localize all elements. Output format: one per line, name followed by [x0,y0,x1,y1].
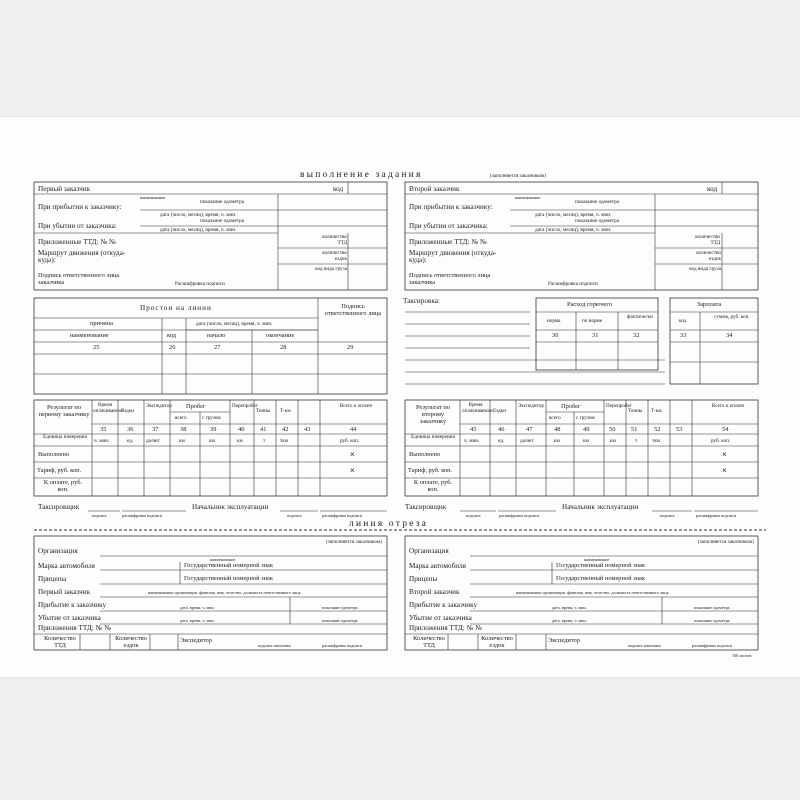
left-taxer-label: Таксировщик [38,503,80,511]
downtime-title: Простои на линии [140,304,212,312]
second-arrival-label: При прибытии к заказчику: [409,203,493,211]
right-results-mileage-label: Пробег [561,403,581,410]
downtime-reason-label: причина [90,320,113,327]
form-title-note: (заполняется заказчиком) [490,173,546,179]
right-chief-decode-hint: расшифровка подписи [696,513,736,518]
right-coupon-departure-odo-hint: показание одометра [694,618,730,623]
right-results-forwarder-label: Экспедитор [518,403,544,409]
left-results-tkm-label: Т-км [280,408,291,414]
first-customer-label: Первый заказчик [38,185,91,193]
right-unit-rub: руб. коп. [711,438,731,444]
first-departure-odometer-hint: показание одометра [200,218,245,224]
left-coupon-departure-odo-hint: показание одометра [322,618,358,623]
right-coupon-forwarder-label: Экспедитор [548,637,580,644]
form-title: выполнение задания [300,170,423,180]
right-tariff-label: Тариф, руб. коп. [408,467,453,474]
first-arrival-label: При прибытии к заказчику: [38,203,122,211]
salary-title: Зарплата [697,301,722,308]
left-taxer-decode-hint: расшифровка подписи [122,513,162,518]
right-coupon-decode-hint: расшифровка подписи [692,643,732,648]
first-customer-code-label: код [333,185,344,193]
right-unit-tonnes: т [635,438,638,444]
first-rides-count-label: количество ездок [322,250,347,262]
first-route-label: Маршрут движения (откуда-куда): [38,249,126,264]
left-num-40: 40 [238,426,245,433]
left-coupon-customer-hint: наименование организации, фамилия, имя, отчество, должность ответственного лица [148,590,301,595]
left-payable-label: К оплате, руб. коп. [43,479,83,493]
right-results-total-label: всего [549,415,561,421]
right-unit-time: ч. мин. [464,438,480,444]
right-coupon-arrival-odo-hint: показание одометра [694,605,730,610]
right-num-49: 49 [583,426,590,433]
right-coupon-attached-label: Приложения ТТД: № № [409,624,483,632]
right-results-transmileage-label: Перепробег [606,403,632,409]
salary-col-34: 34 [726,332,733,339]
first-odometer-hint: показание одометра [200,199,245,205]
right-unit-label: Единица измерения [411,434,455,440]
right-coupon-note: (заполняется заказчиком) [698,539,754,545]
left-done-label: Выполнено [38,451,70,458]
left-unit-label: Единица измерения [43,434,87,440]
second-signature-label: Подпись ответственного лица заказчика [409,272,491,286]
right-coupon-naimenovanie-hint: наименование [584,557,610,562]
right-coupon-customer-hint: наименование организации, фамилия, имя, отчество, должность ответственного лица [516,590,669,595]
left-coupon-decode-hint: расшифровка подписи [322,643,362,648]
left-unit-tonnes: т [263,438,266,444]
left-unit-forwarder: да/нет [146,438,160,444]
first-departure-label: При убытии от заказчика: [38,222,117,230]
fuel-actual-label: фактически [627,314,653,320]
second-departure-label: При убытии от заказчика: [409,222,488,230]
left-results-with-cargo-label: с грузом [202,415,221,421]
left-coupon-departure-label: Убытие от заказчика [38,614,101,622]
left-done-cross: × [350,450,355,459]
right-tariff-cross: × [722,466,727,475]
left-unit-total: км [179,438,185,444]
fuel-title: Расход горючего [567,301,613,308]
left-coupon-arrival-odo-hint: показание одометра [322,605,358,610]
right-num-50: 50 [609,426,616,433]
left-coupon-customer-label: Первый заказчик [38,588,91,596]
right-chief-label: Начальник эксплуатации [562,503,639,511]
right-results-header: Результат по второму заказчику [415,404,451,425]
salary-col-33: 33 [680,332,687,339]
first-departure-datetime-hint: дата (число, месяц), время, ч. мин. [160,227,237,233]
right-unit-forwarder: да/нет [520,438,534,444]
left-results-mileage-label: Пробег [186,403,206,410]
left-results-header: Результат по первому заказчику [38,404,90,418]
left-unit-time: ч. мин. [94,438,110,444]
left-unit-tkm: ткм [280,438,289,444]
first-cargo-code-label: код вида груза [315,266,347,272]
left-coupon-org-label: Организация [38,547,78,555]
right-coupon-arrival-label: Прибытие к заказчику [409,601,478,609]
left-results-transmileage-label: Перепробег [232,403,258,409]
left-unit-rides: ед. [127,438,134,444]
fuel-col-31: 31 [592,332,599,339]
downtime-datetime-label: дата (число, месяц), время, ч. мин. [196,321,273,327]
first-attached-ttd-label: Приложенные ТТД: № № [38,238,116,246]
left-coupon-car-label: Марка автомобиля [38,562,95,570]
second-cargo-code-label: код вида груза [689,266,721,272]
downtime-name-label: наименование [70,332,109,339]
left-taxer-sig-hint: подпись [92,513,107,518]
right-coupon-arrival-dt-hint: дата, время, ч. мин. [552,605,587,610]
downtime-col-27: 27 [214,344,221,351]
downtime-col-28: 28 [280,344,287,351]
cut-line-title: линия отреза [345,519,432,529]
downtime-col-26: 26 [169,344,176,351]
left-coupon-ttd-count-label: Количество ТТД [44,635,76,649]
second-departure-odometer-hint: показание одометра [575,218,620,224]
right-taxer-sig-hint: подпись [466,513,481,518]
left-num-37: 37 [152,426,159,433]
second-sig-decode-label: Расшифровка подписи [548,281,598,287]
right-coupon-org-label: Организация [409,547,449,555]
right-num-45: 45 [470,426,477,433]
right-coupon-rides-label: Количество ездок [481,635,513,649]
left-results-rides-label: Ездки [121,408,135,414]
first-sig-decode-label: Расшифровка подписи [175,281,225,287]
left-unit-rub: руб. коп. [340,438,360,444]
left-num-44: 44 [350,426,357,433]
downtime-signature-label: Подпись ответственного лица [324,303,382,317]
left-unit-transmileage: км [237,438,243,444]
left-coupon-plate-label: Государственный номерной знак [184,562,273,569]
right-unit-transmileage: км [610,438,616,444]
right-results-tonnes-label: Тонны [628,408,643,414]
right-chief-sig-hint: подпись [660,513,675,518]
right-unit-rides: ед. [498,438,505,444]
left-num-36: 36 [127,426,134,433]
right-results-topay-label: Всего к оплате [711,403,745,409]
right-taxer-decode-hint: расшифровка подписи [499,513,539,518]
right-num-47: 47 [526,426,533,433]
right-num-51: 51 [631,426,638,433]
left-num-43: 43 [304,426,311,433]
right-coupon-plate-label: Государственный номерной знак [556,562,645,569]
left-chief-decode-hint: расшифровка подписи [322,513,362,518]
left-tariff-cross: × [350,466,355,475]
left-coupon-trailers-label: Прицепы [38,575,67,583]
sheet-count-footnote: 100 листов [732,653,752,658]
right-done-label: Выполнено [409,451,441,458]
right-results-tkm-label: Т-км [651,408,662,414]
left-unit-cargo: км [209,438,215,444]
left-chief-label: Начальник эксплуатации [192,503,269,511]
left-coupon-sig-hint: подпись заказчика [258,643,291,648]
downtime-code-label: код [167,332,177,339]
left-coupon-note: (заполняется заказчиком) [326,539,382,545]
second-arrival-datetime-hint: дата (число, месяц), время, ч. мин. [535,212,612,218]
left-coupon-departure-dt-hint: дата, время, ч. мин. [180,618,215,623]
right-taxer-label: Таксировщик [405,503,447,511]
right-num-53: 53 [676,426,683,433]
downtime-end-label: окончание [266,332,295,339]
right-coupon-sig-hint: подпись заказчика [628,643,661,648]
left-coupon-forwarder-label: Экспедитор [180,637,212,644]
first-arrival-datetime-hint: дата (число, месяц), время, ч. мин. [160,212,237,218]
left-results-forwarder-label: Экспедитор [146,403,172,409]
left-tariff-label: Тариф, руб. коп. [37,467,82,474]
downtime-start-label: начало [207,332,226,339]
right-num-48: 48 [554,426,561,433]
right-results-time-label: Время оплачиваемое [462,402,493,414]
right-coupon-trailers-label: Прицепы [409,575,438,583]
left-results-tonnes-label: Тонны [256,408,271,414]
right-unit-total: км [554,438,560,444]
right-coupon-plate2-label: Государственный номерной знак [556,575,645,582]
right-coupon-departure-label: Убытие от заказчика [409,614,472,622]
second-odometer-hint: показание одометра [575,199,620,205]
left-coupon-rides-label: Количество ездок [115,635,147,649]
downtime-col-29: 29 [347,344,354,351]
left-coupon-arrival-label: Прибытие к заказчику [38,601,107,609]
left-coupon-naimenovanie-hint: наименование [210,557,236,562]
first-signature-label: Подпись ответственного лица заказчика [38,272,120,286]
left-num-35: 35 [100,426,107,433]
right-coupon-car-label: Марка автомобиля [409,562,466,570]
right-num-52: 52 [654,426,661,433]
right-results-rides-label: Ездки [493,408,507,414]
left-num-39: 39 [210,426,217,433]
left-num-42: 42 [282,426,289,433]
second-attached-ttd-label: Приложенные ТТД: № № [409,238,487,246]
downtime-col-25: 25 [93,344,100,351]
right-done-cross: × [722,450,727,459]
fuel-col-30: 30 [552,332,559,339]
right-unit-cargo: км [583,438,589,444]
left-coupon-attached-label: Приложения ТТД: № № [38,624,112,632]
salary-code-label: код [679,318,687,324]
right-payable-label: К оплате, руб. коп. [413,479,453,493]
left-results-total-label: всего [175,415,187,421]
left-results-time-label: Время оплачиваемое [93,402,124,414]
second-ttd-count-label: количество ТТД [695,234,720,246]
first-naimenovanie-hint: наименование [140,195,166,200]
salary-sum-label: сумма, руб. коп. [714,314,750,320]
right-unit-tkm: ткм [652,438,661,444]
left-results-topay-label: Всего к оплате [339,403,373,409]
right-coupon-customer-label: Второй заказчик [409,588,460,596]
fuel-norm-label: норма [547,318,561,324]
right-coupon-ttd-count-label: Количество ТТД [413,635,445,649]
second-rides-count-label: количество ездок [696,250,721,262]
taxation-label: Таксировка: [403,297,440,305]
left-num-38: 38 [180,426,187,433]
right-num-54: 54 [722,426,729,433]
left-coupon-arrival-dt-hint: дата, время, ч. мин. [180,605,215,610]
second-departure-datetime-hint: дата (число, месяц), время, ч. мин. [535,227,612,233]
second-route-label: Маршрут движения (откуда-куда): [409,249,497,264]
left-num-41: 41 [260,426,267,433]
first-ttd-count-label: количество ТТД [322,234,347,246]
second-customer-code-label: код [707,185,718,193]
second-customer-label: Второй заказчик [409,185,460,193]
left-chief-sig-hint: подпись [287,513,302,518]
right-results-with-cargo-label: с грузом [576,415,595,421]
fuel-col-32: 32 [633,332,640,339]
right-num-46: 46 [498,426,505,433]
right-coupon-departure-dt-hint: дата, время, ч. мин. [552,618,587,623]
left-coupon-plate2-label: Государственный номерной знак [184,575,273,582]
second-naimenovanie-hint: наименование [515,195,541,200]
fuel-by-norm-label: по норме [582,318,603,324]
